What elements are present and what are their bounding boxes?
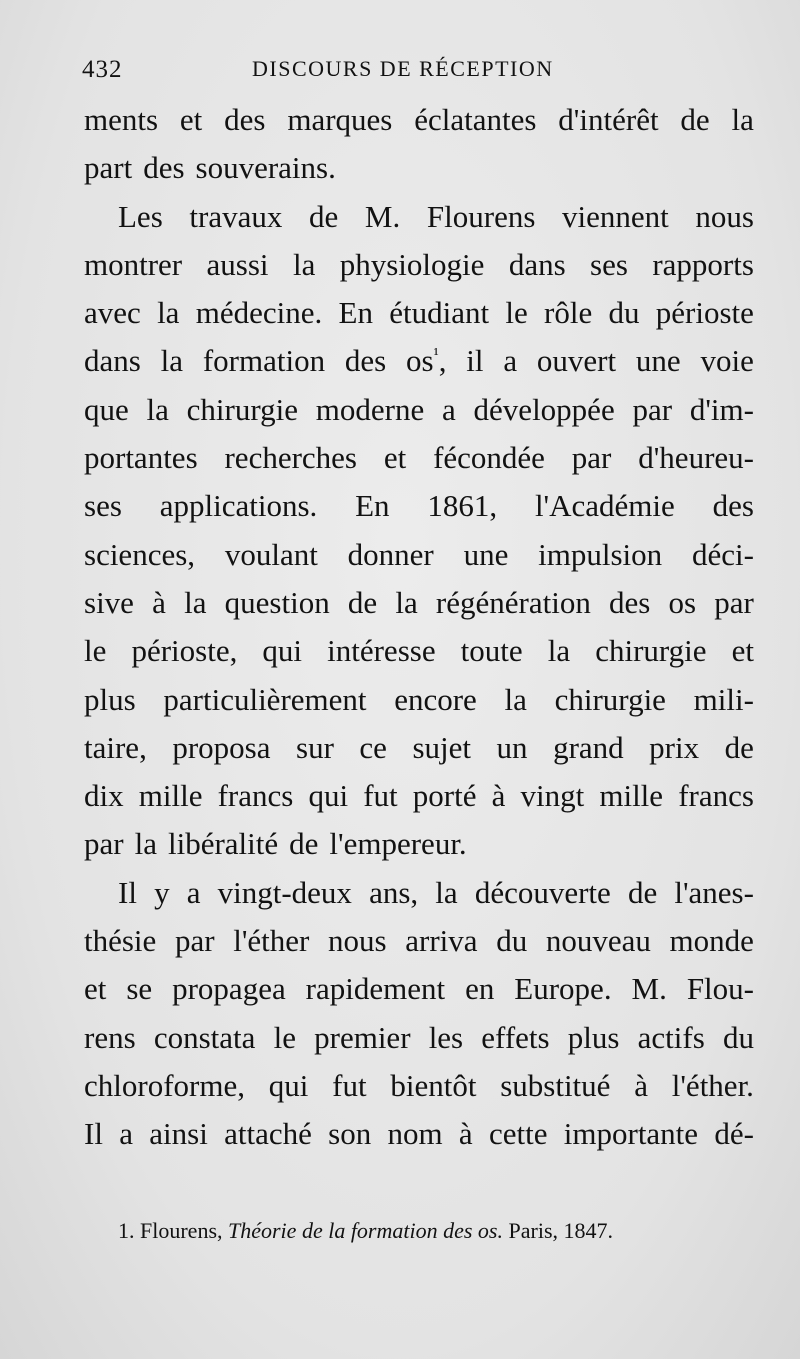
word: Il xyxy=(84,1116,103,1152)
word: a xyxy=(503,343,518,379)
word: physiologie xyxy=(339,246,485,282)
word: 1861, xyxy=(427,488,498,524)
word: ainsi xyxy=(149,1116,208,1152)
text-line xyxy=(84,1014,754,1062)
word: dans xyxy=(508,246,566,282)
word: régénération xyxy=(435,584,591,620)
word: la xyxy=(504,681,527,717)
word: recherches xyxy=(224,440,357,476)
word: moderne xyxy=(315,391,425,427)
word: intéresse xyxy=(327,633,436,669)
word: plus xyxy=(567,1019,620,1055)
footnote-author: Flourens, xyxy=(140,1218,223,1243)
word: vingt-deux xyxy=(217,874,352,910)
word: substitué xyxy=(500,1067,611,1103)
word: libéralité xyxy=(167,826,279,862)
word: donner xyxy=(347,536,434,572)
word: rôle xyxy=(544,295,593,331)
word: travaux xyxy=(189,198,283,234)
text-line xyxy=(84,579,754,627)
word: une xyxy=(463,536,509,572)
word: grand xyxy=(553,729,624,765)
word: nom xyxy=(387,1116,443,1152)
text-line xyxy=(84,144,754,192)
word: premier xyxy=(314,1019,411,1055)
word: chirurgie xyxy=(595,633,707,669)
word: des xyxy=(143,150,185,186)
word: ses xyxy=(590,246,628,282)
word: part xyxy=(84,150,133,186)
word: toute xyxy=(460,633,523,669)
word: ans, xyxy=(369,874,419,910)
word: francs xyxy=(217,778,294,814)
word: de xyxy=(680,102,710,137)
word: dans xyxy=(84,343,141,379)
word: chloroforme, xyxy=(84,1067,245,1103)
word: et xyxy=(731,633,754,669)
word: montrer xyxy=(84,246,183,282)
word: par xyxy=(571,440,612,476)
body-text xyxy=(84,96,754,1159)
word: d'intérêt xyxy=(558,102,659,137)
word: fécondée xyxy=(433,440,545,476)
word: des xyxy=(609,584,651,620)
word: du xyxy=(722,1019,754,1055)
word: en xyxy=(465,971,495,1007)
word: plus xyxy=(84,681,136,717)
word: et xyxy=(179,102,203,137)
word: son xyxy=(328,1116,372,1152)
word: mille xyxy=(599,778,664,814)
word: a xyxy=(442,391,456,427)
text-line xyxy=(84,627,754,675)
word: la xyxy=(146,391,169,427)
word: mili- xyxy=(693,681,754,717)
text-line xyxy=(84,724,754,772)
word: l'anes- xyxy=(674,874,754,910)
word: médecine. xyxy=(195,295,323,331)
word: dé- xyxy=(714,1116,754,1152)
word: le xyxy=(505,295,528,331)
word: avec xyxy=(84,295,141,331)
word: os$^{^1}$, xyxy=(406,343,447,379)
word: applications. xyxy=(159,488,318,524)
word: éclatantes xyxy=(414,102,537,137)
word: l'éther. xyxy=(671,1067,754,1103)
word: par xyxy=(84,826,124,862)
word: du xyxy=(608,295,640,331)
word: rapidement xyxy=(305,971,446,1007)
word: os xyxy=(668,584,697,620)
word: périoste xyxy=(655,295,754,331)
text-line xyxy=(84,1062,754,1110)
word: vingt xyxy=(520,778,585,814)
word: sujet xyxy=(412,729,472,765)
word: Flourens xyxy=(426,198,536,234)
word: Il xyxy=(118,874,137,910)
text-line xyxy=(84,241,754,289)
text-line xyxy=(84,820,754,868)
word: et xyxy=(84,971,107,1007)
word: des xyxy=(344,343,387,379)
word: taire, xyxy=(84,729,147,765)
word: ce xyxy=(359,729,387,765)
word: formation xyxy=(202,343,326,379)
text-line xyxy=(84,96,754,144)
word: étudiant xyxy=(389,295,490,331)
word: bientôt xyxy=(390,1067,477,1103)
word: M. xyxy=(631,971,667,1007)
word: rapports xyxy=(652,246,754,282)
word: que xyxy=(84,391,129,427)
word: mille xyxy=(138,778,203,814)
text-line xyxy=(84,434,754,482)
word: rens xyxy=(84,1019,136,1055)
word: proposa xyxy=(172,729,271,765)
word: thésie xyxy=(84,923,157,959)
word: portantes xyxy=(84,440,198,476)
word: particulièrement xyxy=(163,681,367,717)
text-line xyxy=(84,917,754,965)
word: la xyxy=(292,246,316,282)
word: l'Académie xyxy=(534,488,675,524)
word: la xyxy=(395,584,418,620)
word: nous xyxy=(695,198,754,234)
word: ouvert xyxy=(536,343,617,379)
text-line xyxy=(84,1110,754,1158)
word: M. xyxy=(364,198,401,234)
text-line xyxy=(84,193,754,241)
text-line xyxy=(84,965,754,1013)
word: la xyxy=(184,584,207,620)
word: voie xyxy=(700,343,754,379)
word: attaché xyxy=(224,1116,312,1152)
word: encore xyxy=(394,681,477,717)
word: d'im- xyxy=(689,391,754,427)
word: fut xyxy=(332,1067,367,1103)
word: de xyxy=(347,584,378,620)
text-line xyxy=(84,772,754,820)
text-line xyxy=(84,386,754,434)
word: qui xyxy=(268,1067,309,1103)
word: y xyxy=(154,874,170,910)
word: les xyxy=(428,1019,464,1055)
word: la xyxy=(157,295,180,331)
word: périoste, xyxy=(131,633,238,669)
word: nous xyxy=(328,923,387,959)
word: monde xyxy=(669,923,754,959)
word: impulsion xyxy=(538,536,663,572)
word: un xyxy=(496,729,528,765)
word: a xyxy=(119,1116,133,1152)
word: l'empereur. xyxy=(329,826,467,862)
word: il xyxy=(466,343,484,379)
word: importante xyxy=(563,1116,699,1152)
word: nouveau xyxy=(545,923,651,959)
text-line xyxy=(84,869,754,917)
word: effets xyxy=(481,1019,550,1055)
footnote xyxy=(118,1218,613,1244)
word: de xyxy=(309,198,339,234)
word: En xyxy=(355,488,390,524)
word: a xyxy=(186,874,201,910)
word: chirurgie xyxy=(554,681,666,717)
word: souverains. xyxy=(195,150,336,186)
word: la xyxy=(134,826,157,862)
word: une xyxy=(635,343,681,379)
text-line xyxy=(84,289,754,337)
word: constata xyxy=(153,1019,256,1055)
word: question xyxy=(224,584,330,620)
word: Europe. xyxy=(514,971,612,1007)
footnote-title: Théorie de la formation des os. xyxy=(228,1218,503,1243)
word: sur xyxy=(296,729,334,765)
word: de xyxy=(289,826,319,862)
word: marques xyxy=(287,102,393,137)
page-number: 432 xyxy=(82,56,123,83)
word: par xyxy=(714,584,754,620)
word: aussi xyxy=(206,246,269,282)
text-line xyxy=(84,337,754,385)
word: à xyxy=(152,584,166,620)
word: à xyxy=(634,1067,648,1103)
word: propagea xyxy=(172,971,286,1007)
word: voulant xyxy=(224,536,318,572)
text-line xyxy=(84,482,754,530)
word: viennent xyxy=(562,198,669,234)
word: arriva xyxy=(405,923,478,959)
word: fut xyxy=(363,778,398,814)
word: déci- xyxy=(691,536,754,572)
word: Les xyxy=(118,198,163,234)
word: actifs xyxy=(637,1019,705,1055)
word: à xyxy=(458,1116,473,1152)
word: qui xyxy=(308,778,349,814)
word: des xyxy=(224,102,266,137)
word: d'heureu- xyxy=(638,440,754,476)
footnote-number: 1. xyxy=(118,1218,135,1243)
word: la xyxy=(731,102,754,137)
footnote-reference: ¹ xyxy=(433,345,439,365)
word: par xyxy=(632,391,673,427)
word: des xyxy=(712,488,754,524)
word: la xyxy=(547,633,571,669)
word: le xyxy=(84,633,107,669)
word: de xyxy=(627,874,658,910)
word: francs xyxy=(678,778,754,814)
word: sive xyxy=(84,584,134,620)
word: sciences, xyxy=(84,536,196,572)
word: ments xyxy=(84,102,159,137)
word: le xyxy=(273,1019,296,1055)
word: du xyxy=(496,923,528,959)
word: Flou- xyxy=(686,971,754,1007)
word: En xyxy=(338,295,373,331)
word: découverte xyxy=(474,874,611,910)
word: de xyxy=(724,729,754,765)
word: qui xyxy=(262,633,303,669)
word: à xyxy=(491,778,506,814)
word: l'éther xyxy=(233,923,310,959)
word: ses xyxy=(84,488,122,524)
word: cette xyxy=(488,1116,548,1152)
footnote-place-year: Paris, 1847. xyxy=(508,1218,613,1243)
running-head: DISCOURS DE RÉCEPTION xyxy=(252,56,554,81)
word: chirurgie xyxy=(186,391,299,427)
word: la xyxy=(435,874,458,910)
word: et xyxy=(383,440,407,476)
word: développée xyxy=(473,391,615,427)
text-line xyxy=(84,531,754,579)
word: dix xyxy=(84,778,124,814)
word: porté xyxy=(412,778,477,814)
word: par xyxy=(174,923,215,959)
word: prix xyxy=(649,729,700,765)
word: se xyxy=(126,971,153,1007)
word: la xyxy=(160,343,184,379)
text-line xyxy=(84,676,754,724)
